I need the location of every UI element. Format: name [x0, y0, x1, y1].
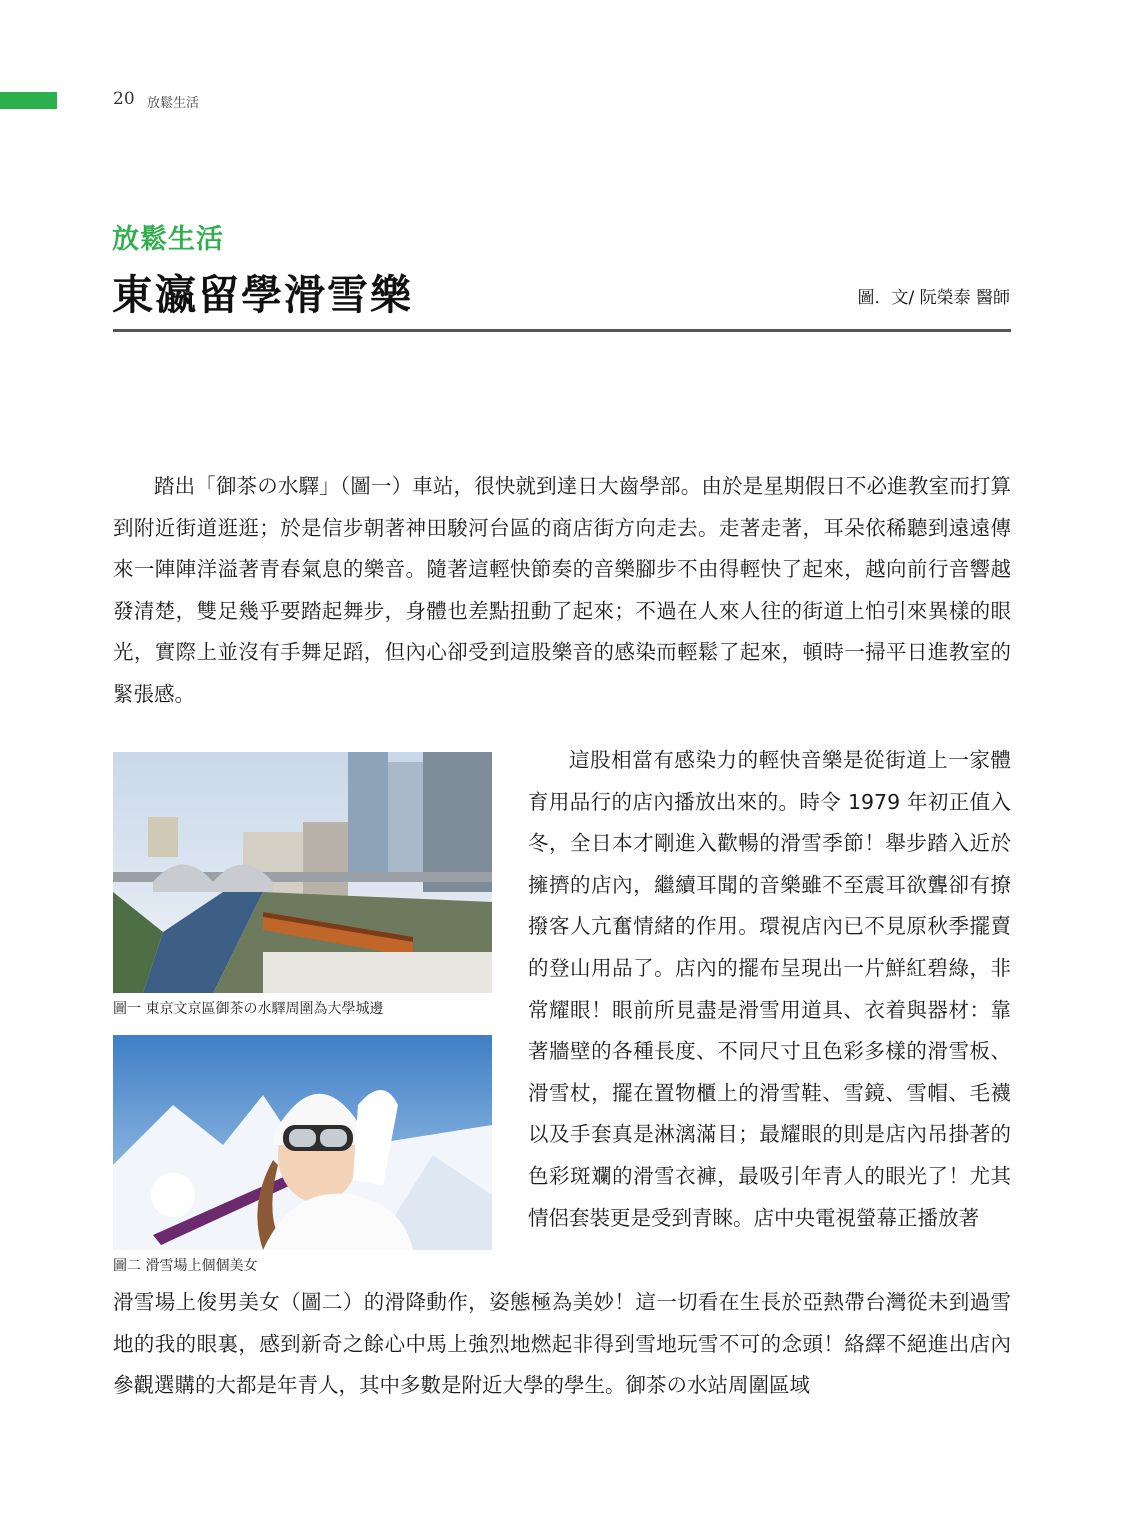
paragraph-3: 滑雪場上俊男美女（圖二）的滑降動作，姿態極為美妙！這一切看在生長於亞熱帶台灣從未到過雪地的我的眼裏，感到新奇之餘心中馬上強烈地燃起非得到雪地玩雪不可的念頭！絡繹不絕進出店內參觀選購的大都是年青人，其中多數是附近大學的學生。御茶の水站周圍區域	[113, 1290, 1011, 1398]
running-head: 放鬆生活	[147, 96, 200, 111]
paragraph-1: 踏出「御茶の水驛」（圖一）車站，很快就到達日大齒學部。由於是星期假日不必進教室而打算到附近街道逛逛；於是信步朝著神田駿河台區的商店街方向走去。走著走著，耳朵依稀聽到遠遠傳來一陣陣洋溢著青春氣息的樂音。隨著這輕快節奏的音樂腳步不由得輕快了起來，越向前行音響越發清楚，雙足幾乎要踏起舞步，身體也差點扭動了起來；不過在人來人往的街道上怕引來異樣的眼光，實際上並沒有手舞足蹈，但內心卻受到這股樂音的感染而輕鬆了起來，頓時一掃平日進教室的緊張感。	[113, 474, 1011, 706]
paragraph-2: 這股相當有感染力的輕快音樂是從街道上一家體育用品行的店內播放出來的。時令 1979 年初正值入冬，全日本才剛進入歡暢的滑雪季節！舉步踏入近於擁擠的店內，繼續耳聞的音樂雖不至震耳欲聾卻有撩撥客人亢奮情緒的作用。環視店內已不見原秋季擺賣的登山用品了。店內的擺布呈現出一片鮮紅碧綠，非常耀眼！眼前所見盡是滑雪用道具、衣着與器材：靠著牆壁的各種長度、不同尺寸且色彩多樣的滑雪板、滑雪杖，擺在置物櫃上的滑雪鞋、雪鏡、雪帽、毛襪以及手套真是淋漓滿目；最耀眼的則是店內吊掛著的色彩斑斕的滑雪衣褲，最吸引年青人的眼光了！尤其情侶套裝更是受到青睞。店中央電視螢幕正播放著	[528, 748, 1011, 1230]
green-page-tab	[0, 92, 57, 109]
ochanomizu-station-illustration	[113, 752, 492, 993]
article-title: 東瀛留學滑雪樂	[112, 271, 413, 319]
section-label: 放鬆生活	[112, 224, 224, 255]
skier-woman-illustration	[113, 1035, 492, 1250]
figure-1-photo	[113, 752, 492, 993]
figure-2-photo	[113, 1035, 492, 1250]
figure-1-caption: 圖一 東京文京區御茶の水驛周圍為大學城邊	[113, 1001, 384, 1017]
figure-2-caption: 圖二 滑雪場上個個美女	[113, 1258, 258, 1274]
byline: 圖．文/ 阮榮泰 醫師	[857, 288, 1010, 308]
page-number: 20	[113, 89, 135, 109]
title-divider	[113, 329, 1011, 332]
